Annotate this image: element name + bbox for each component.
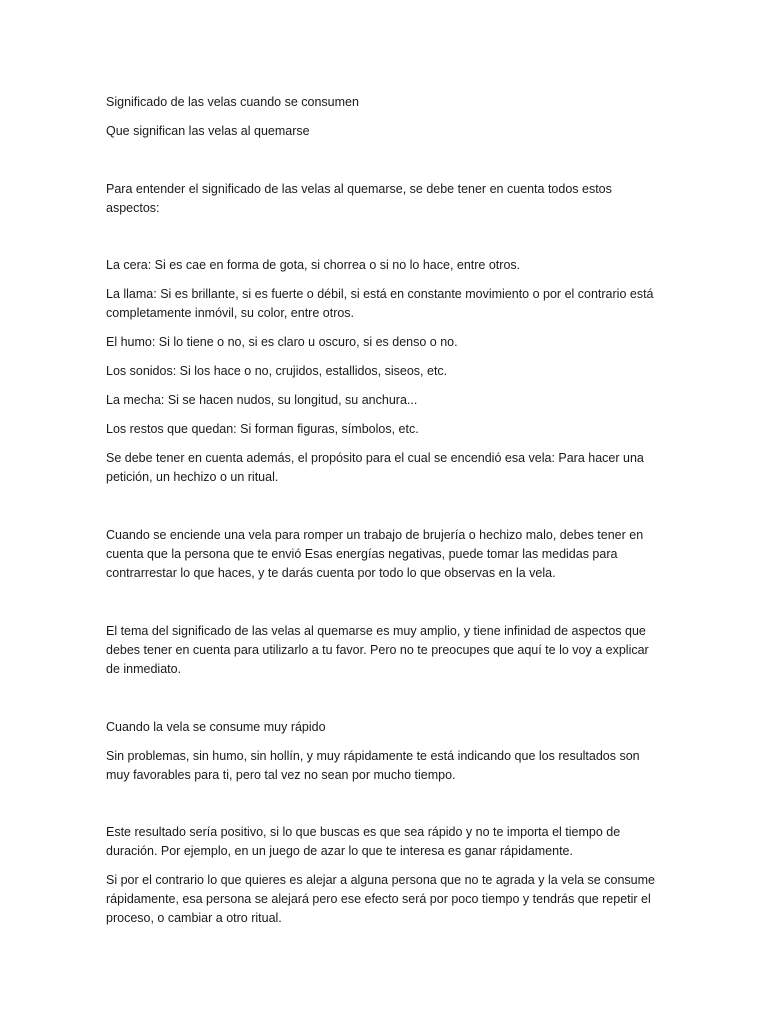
aspect-remains: Los restos que quedan: Si forman figuras, símbolos, etc. — [106, 422, 419, 436]
intro-paragraph: Para entender el significado de las velas al quemarse, se debe tener en cuenta todos estos aspectos: — [106, 182, 612, 215]
aspect-smoke: El humo: Si lo tiene o no, si es claro u oscuro, si es denso o no. — [106, 335, 458, 349]
document-subtitle: Que significan las velas al quemarse — [106, 124, 310, 138]
breaking-spell-paragraph: Cuando se enciende una vela para romper un trabajo de brujería o hechizo malo, debes tener en cuenta que la persona que te envió Esas energías negativas, puede tomar las medidas para contrarrestar lo que haces, y te darás cuenta por todo lo que observas en la vela. — [106, 528, 644, 580]
aspect-flame: La llama: Si es brillante, si es fuerte o débil, si está en constante movimiento o por el contrario está completamente inmóvil, su color, entre otros. — [106, 287, 654, 320]
aspect-wick: La mecha: Si se hacen nudos, su longitud, su anchura... — [106, 393, 418, 407]
purpose-paragraph: Se debe tener en cuenta además, el propósito para el cual se encendió esa vela: Para hacer una petición, un hechizo o un ritual. — [106, 451, 644, 484]
fast-burn-paragraph: Sin problemas, sin humo, sin hollín, y muy rápidamente te está indicando que los resultados son muy favorables para ti, pero tal vez no sean por mucho tiempo. — [106, 749, 640, 782]
contrary-paragraph: Si por el contrario lo que quieres es alejar a alguna persona que no te agrada y la vela se consume rápidamente, esa persona se alejará pero ese efecto será por poco tiempo y tendrás que repetir el proceso, o cambiar a otro ritual. — [106, 873, 655, 925]
document-title: Significado de las velas cuando se consumen — [106, 95, 359, 109]
aspect-wax: La cera: Si es cae en forma de gota, si chorrea o si no lo hace, entre otros. — [106, 258, 521, 272]
topic-paragraph: El tema del significado de las velas al quemarse es muy amplio, y tiene infinidad de aspectos que debes tener en cuenta para utilizarlo a tu favor. Pero no te preocupes que aquí te lo voy a explicar de inmediato. — [106, 624, 649, 676]
aspect-sounds: Los sonidos: Si los hace o no, crujidos, estallidos, siseos, etc. — [106, 364, 448, 378]
section-heading: Cuando la vela se consume muy rápido — [106, 720, 326, 734]
positive-result-paragraph: Este resultado sería positivo, si lo que buscas es que sea rápido y no te importa el tiempo de duración. Por ejemplo, en un juego de azar lo que te interesa es ganar rápidamente. — [106, 825, 621, 858]
